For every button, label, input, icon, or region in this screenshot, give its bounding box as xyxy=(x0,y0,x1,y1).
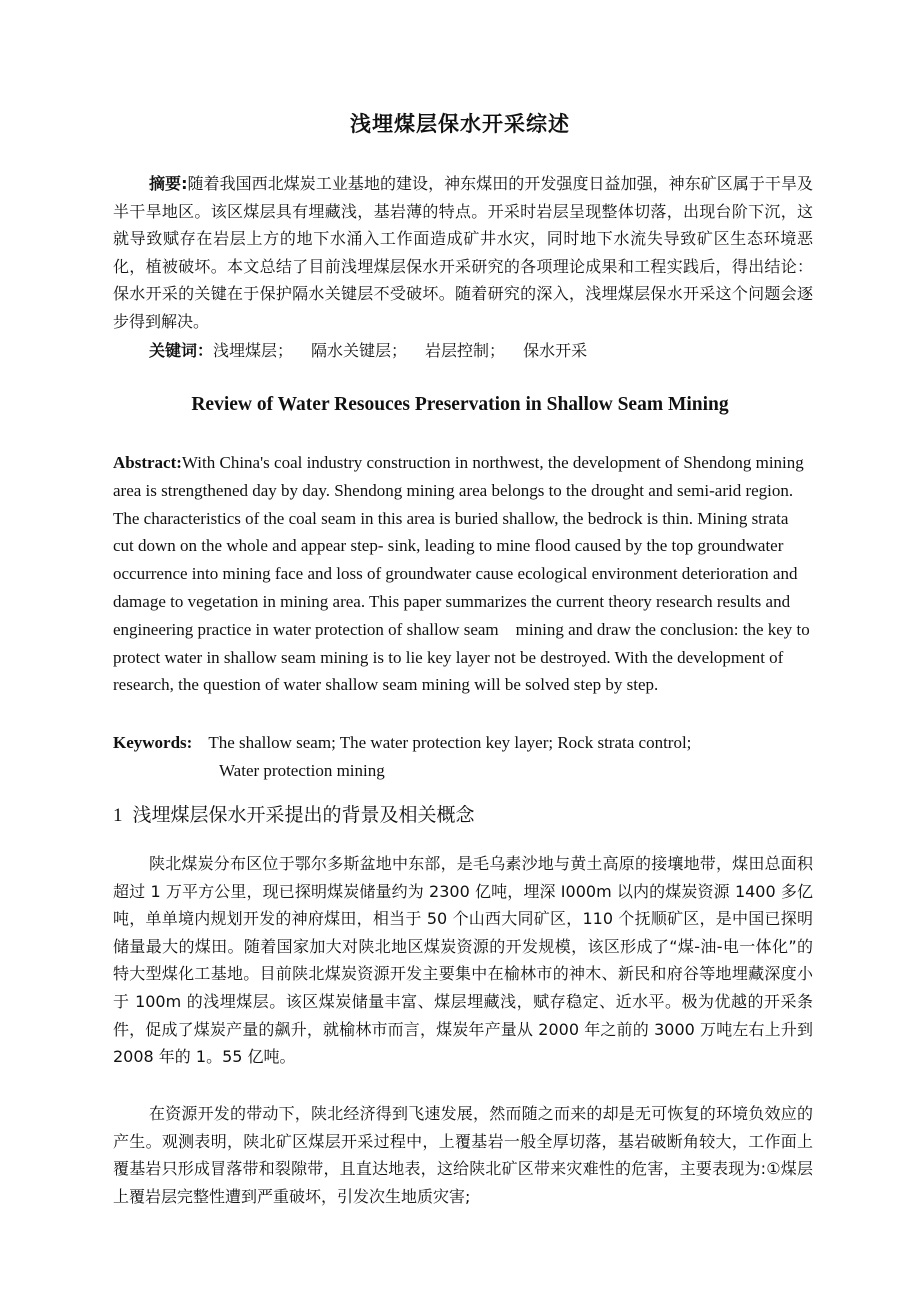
english-abstract-text: With China's coal industry construction in northwest, the development of Shendong mining area is strengthened day by day. Shendong mining area belongs to the drought and semi-arid region. The characteristics of the coal seam in this area is buried shallow, the bedrock is thin. Mining strata cut down on the whole and appear step- sink, leading to mine flood caused by the top groundwater occurrence into mining face and loss of groundwater cause ecological environment deterioration and damage to vegetation in mining area. This paper summarizes the current theory research results and engineering practice in water protection of shallow seam mining and draw the conclusion: the key to protect water in shallow seam mining is to lie key layer not be destroyed. With the development of research, the question of water shallow seam mining will be solved step by step. xyxy=(113,453,815,695)
english-abstract xyxy=(113,449,813,699)
chinese-keyword: 浅埋煤层； xyxy=(213,341,294,360)
english-title: Review of Water Resouces Preservation in Shallow Seam Mining xyxy=(191,394,729,415)
english-keywords xyxy=(113,729,813,785)
english-keywords-line2: Water protection mining xyxy=(219,760,385,780)
chinese-abstract xyxy=(113,170,813,336)
body-paragraph: 在资源开发的带动下，陕北经济得到飞速发展，然而随之而来的却是无可恢复的环境负效应的产生。观测表明，陕北矿区煤层开采过程中，上覆基岩一般全厚切落，基岩破断角较大，工作面上覆基岩只形成冒落带和裂隙带，且直达地表，这给陕北矿区带来灾难性的危害，主要表现为:①煤层上覆岩层完整性遭到严重破坏，引发次生地质灾害; xyxy=(113,1104,813,1206)
english-abstract-label: Abstract: xyxy=(113,453,182,472)
paper-title: 浅埋煤层保水开采综述 xyxy=(350,112,570,136)
english-keywords-line1: The shallow seam; The water protection key layer; Rock strata control; xyxy=(208,733,692,752)
chinese-abstract-text: 随着我国西北煤炭工业基地的建设，神东煤田的开发强度日益加强，神东矿区属于干旱及半干旱地区。该区煤层具有埋藏浅，基岩薄的特点。开采时岩层呈现整体切落，出现台阶下沉，这就导致赋存在岩层上方的地下水涌入工作面造成矿井水灾，同时地下水流失导致矿区生态环境恶化，植被破坏。本文总结了目前浅埋煤层保水开采研究的各项理论成果和工程实践后，得出结论：保水开采的关键在于保护隔水关键层不受破坏。随着研究的深入，浅埋煤层保水开采这个问题会逐步得到解决。 xyxy=(113,174,813,331)
chinese-keywords-label: 关键词： xyxy=(149,341,214,360)
chinese-keyword: 保水开采 xyxy=(523,341,588,360)
section-title: 浅埋煤层保水开采提出的背景及相关概念 xyxy=(132,804,475,826)
english-keywords-label: Keywords: xyxy=(113,733,193,752)
chinese-abstract-label: 摘要: xyxy=(149,174,188,193)
chinese-keyword: 岩层控制； xyxy=(425,341,506,360)
section-heading xyxy=(113,800,475,827)
section-number: 1 xyxy=(113,805,123,826)
chinese-keywords xyxy=(149,338,605,361)
chinese-keyword: 隔水关键层； xyxy=(311,341,408,360)
body-paragraph: 陕北煤炭分布区位于鄂尔多斯盆地中东部，是毛乌素沙地与黄土高原的接壤地带，煤田总面积超过 1 万平方公里，现已探明煤炭储量约为 2300 亿吨，埋深 I000m 以内的煤炭资源 1400 多亿吨，单单境内规划开发的神府煤田，相当于 50 个山西大同矿区，110 个抚顺矿区，是中国已探明储量最大的煤田。随着国家加大对陕北地区煤炭资源的开发规模，该区形成了“煤-油-电一体化”的特大型煤化工基地。目前陕北煤炭资源开发主要集中在榆林市的神木、新民和府谷等地埋藏深度小于 100m 的浅埋煤层。该区煤炭储量丰富、煤层埋藏浅，赋存稳定、近水平。极为优越的开采条件，促成了煤炭产量的飙升，就榆林市而言，煤炭年产量从 2000 年之前的 3000 万吨左右上升到 2008 年的 1。55 亿吨。 xyxy=(113,854,813,1067)
